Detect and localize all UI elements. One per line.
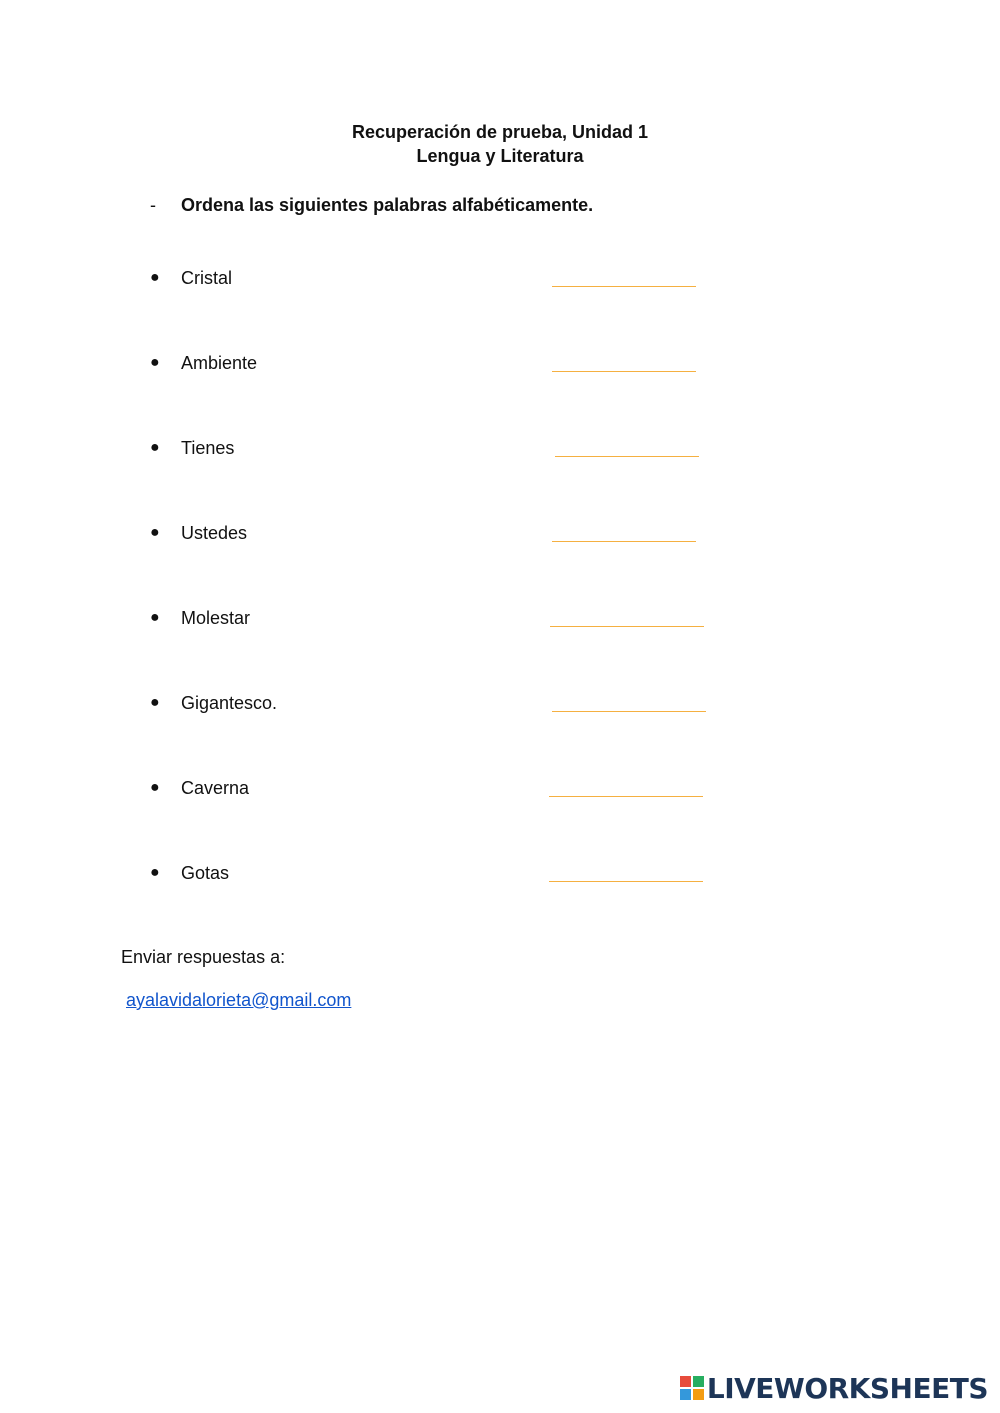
answer-input[interactable]: [549, 776, 703, 797]
word-label: Caverna: [181, 778, 250, 798]
list-item: [150, 521, 750, 551]
page-subtitle: Lengua y Literatura: [416, 146, 584, 166]
list-item: [150, 861, 750, 891]
bullet-icon: ●: [150, 864, 160, 881]
list-item: [150, 606, 750, 636]
answer-input[interactable]: [552, 266, 696, 287]
word-label: Tienes: [181, 438, 235, 458]
instruction-marker: -: [150, 195, 156, 215]
answer-input[interactable]: [555, 436, 699, 457]
page-title: Recuperación de prueba, Unidad 1: [351, 122, 649, 142]
answer-input[interactable]: [550, 606, 704, 627]
answer-input[interactable]: [552, 521, 696, 542]
word-label: Cristal: [181, 268, 233, 288]
list-item: [150, 776, 750, 806]
word-label: Ustedes: [181, 523, 248, 543]
word-label: Ambiente: [181, 353, 258, 373]
bullet-icon: ●: [150, 524, 160, 541]
list-item: [150, 266, 750, 296]
bullet-icon: ●: [150, 609, 160, 626]
send-answers-label: Enviar respuestas a:: [121, 947, 286, 967]
list-item: [150, 351, 750, 381]
email-link[interactable]: ayalavidalorieta@gmail.com: [126, 990, 352, 1010]
brand-name: LIVEWORKSHEETS: [706, 1371, 988, 1405]
bullet-icon: ●: [150, 694, 160, 711]
bullet-icon: ●: [150, 439, 160, 456]
answer-input[interactable]: [552, 351, 696, 372]
liveworksheets-logo-icon: [680, 1376, 704, 1400]
answer-input[interactable]: [552, 691, 706, 712]
word-label: Molestar: [181, 608, 251, 628]
bullet-icon: ●: [150, 354, 160, 371]
instruction-text: Ordena las siguientes palabras alfabéticamente.: [181, 195, 594, 215]
answer-input[interactable]: [549, 861, 703, 882]
word-label: Gotas: [181, 863, 230, 883]
list-item: [150, 436, 750, 466]
liveworksheets-logo: [680, 1373, 988, 1403]
bullet-icon: ●: [150, 269, 160, 286]
instruction: [150, 193, 593, 217]
word-label: Gigantesco.: [181, 693, 278, 713]
bullet-icon: ●: [150, 779, 160, 796]
list-item: [150, 691, 750, 721]
